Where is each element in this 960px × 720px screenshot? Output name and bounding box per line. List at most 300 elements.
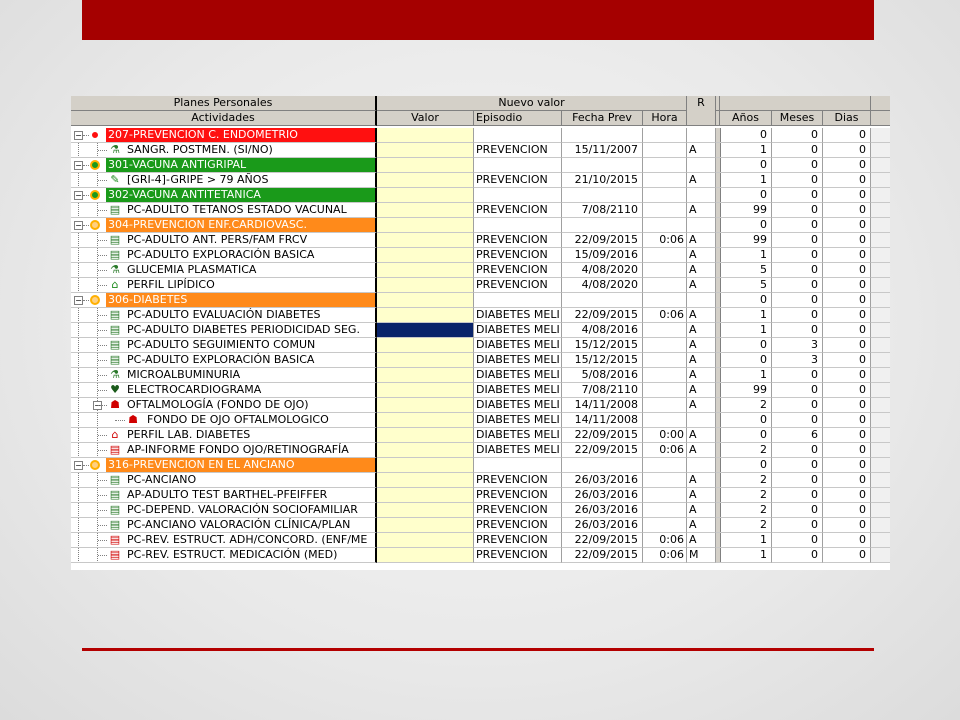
anos-cell: 1 — [720, 173, 772, 188]
activity-cell[interactable] — [71, 233, 377, 248]
tree-connector — [83, 165, 89, 166]
activity-row[interactable] — [71, 533, 890, 548]
anos-cell: 99 — [720, 233, 772, 248]
tree-node — [71, 188, 377, 203]
activity-cell[interactable] — [71, 218, 377, 233]
meses-cell: 0 — [772, 308, 823, 323]
scroll-gutter — [871, 503, 890, 518]
dias-cell: 0 — [823, 503, 871, 518]
episodio-cell: DIABETES MELI — [474, 383, 562, 398]
header-nuevo-valor[interactable]: Nuevo valor — [377, 96, 687, 111]
plan-group-row[interactable] — [71, 188, 890, 203]
column-header-anos[interactable]: Años — [720, 111, 772, 126]
anos-cell: 0 — [720, 413, 772, 428]
valor-input-cell[interactable] — [377, 158, 474, 173]
collapse-toggle-icon[interactable]: − — [75, 461, 82, 470]
activity-label: PC-ADULTO EVALUACIÓN DIABETES — [127, 308, 321, 321]
activity-label: PC-ADULTO ANT. PERS/FAM FRCV — [127, 233, 308, 246]
activity-cell[interactable] — [71, 203, 377, 218]
r-cell: A — [687, 248, 716, 263]
tree-connector — [78, 548, 79, 563]
activity-cell[interactable] — [71, 503, 377, 518]
column-header-actividades[interactable]: Actividades — [71, 111, 377, 126]
r-cell: A — [687, 488, 716, 503]
valor-input-cell[interactable] — [377, 383, 474, 398]
form-icon: ▤ — [109, 473, 121, 486]
activity-cell[interactable] — [71, 413, 377, 428]
r-cell: A — [687, 443, 716, 458]
anos-cell: 0 — [720, 128, 772, 143]
target-icon — [90, 460, 100, 470]
dias-cell: 0 — [823, 143, 871, 158]
r-cell — [687, 158, 716, 173]
tree-connector — [78, 533, 79, 548]
valor-input-cell[interactable] — [377, 218, 474, 233]
hora-cell — [643, 368, 687, 383]
episodio-cell: DIABETES MELI — [474, 443, 562, 458]
tree-node — [71, 548, 377, 563]
target-icon — [90, 220, 100, 230]
episodio-cell: DIABETES MELI — [474, 323, 562, 338]
r-cell: A — [687, 503, 716, 518]
tree-node — [71, 518, 377, 533]
activity-cell[interactable] — [71, 248, 377, 263]
fecha-prev-cell: 15/11/2007 — [562, 143, 643, 158]
scroll-gutter — [871, 173, 890, 188]
scroll-gutter — [871, 383, 890, 398]
tree-connector — [98, 450, 107, 451]
activity-cell[interactable] — [71, 323, 377, 338]
form-icon: ▤ — [109, 338, 121, 351]
tree-connector — [83, 300, 89, 301]
activity-cell[interactable] — [71, 308, 377, 323]
tree-connector — [83, 225, 89, 226]
tree-node — [71, 353, 377, 368]
tree-connector — [98, 315, 107, 316]
valor-input-cell[interactable] — [377, 308, 474, 323]
valor-input-cell[interactable] — [377, 293, 474, 308]
valor-input-cell-selected[interactable] — [377, 323, 474, 338]
people-icon: ☗ — [110, 398, 120, 411]
tree-node — [71, 143, 377, 158]
collapse-toggle-icon[interactable]: − — [75, 131, 82, 140]
dias-cell: 0 — [823, 128, 871, 143]
activity-cell[interactable] — [71, 128, 377, 143]
tree-connector — [98, 510, 107, 511]
plan-group-label: 207-PREVENCION C. ENDOMETRIO — [106, 128, 377, 143]
activity-row[interactable] — [71, 503, 890, 518]
plan-group-row[interactable] — [71, 128, 890, 143]
r-cell: A — [687, 278, 716, 293]
hora-cell: 0:06 — [643, 548, 687, 563]
anos-cell: 99 — [720, 383, 772, 398]
tree-connector — [98, 285, 107, 286]
scroll-gutter — [871, 263, 890, 278]
header-row-columns — [71, 111, 890, 126]
tree-connector — [98, 390, 107, 391]
activity-row[interactable] — [71, 353, 890, 368]
dias-cell: 0 — [823, 458, 871, 473]
plan-group-row[interactable] — [71, 458, 890, 473]
tree-connector — [98, 240, 107, 241]
dias-cell: 0 — [823, 443, 871, 458]
dias-cell: 0 — [823, 518, 871, 533]
valor-input-cell[interactable] — [377, 203, 474, 218]
activity-label: PC-ADULTO TETANOS ESTADO VACUNAL — [127, 203, 347, 216]
valor-input-cell[interactable] — [377, 443, 474, 458]
valor-input-cell[interactable] — [377, 128, 474, 143]
fecha-prev-cell: 7/08/2110 — [562, 203, 643, 218]
tree-connector — [98, 330, 107, 331]
hora-cell — [643, 353, 687, 368]
activity-row[interactable] — [71, 203, 890, 218]
activity-row[interactable] — [71, 338, 890, 353]
valor-input-cell[interactable] — [377, 173, 474, 188]
column-header-meses[interactable]: Meses — [772, 111, 823, 126]
column-header-dias[interactable]: Dias — [823, 111, 871, 126]
flask-icon: ⚗ — [110, 263, 120, 276]
meses-cell: 0 — [772, 248, 823, 263]
hora-cell — [643, 128, 687, 143]
hora-cell — [643, 458, 687, 473]
valor-input-cell[interactable] — [377, 458, 474, 473]
activity-label: PC-ADULTO EXPLORACIÓN BASICA — [127, 353, 315, 366]
activity-cell[interactable] — [71, 458, 377, 473]
activity-row[interactable] — [71, 518, 890, 533]
r-cell: A — [687, 308, 716, 323]
valor-input-cell[interactable] — [377, 233, 474, 248]
activity-cell[interactable] — [71, 143, 377, 158]
dias-cell: 0 — [823, 173, 871, 188]
fecha-prev-cell: 21/10/2015 — [562, 173, 643, 188]
hora-cell — [643, 188, 687, 203]
tree-node — [71, 173, 377, 188]
episodio-cell: PREVENCION — [474, 533, 562, 548]
scroll-gutter — [871, 533, 890, 548]
plan-group-row[interactable] — [71, 218, 890, 233]
valor-input-cell[interactable] — [377, 353, 474, 368]
r-cell — [687, 413, 716, 428]
column-header-valor[interactable]: Valor — [377, 111, 474, 126]
tree-connector — [98, 345, 107, 346]
dias-cell: 0 — [823, 158, 871, 173]
meses-cell: 0 — [772, 233, 823, 248]
collapse-toggle-icon[interactable]: − — [75, 161, 82, 170]
tree-node — [71, 443, 377, 458]
activity-cell[interactable] — [71, 488, 377, 503]
anos-cell: 5 — [720, 263, 772, 278]
collapse-toggle-icon[interactable]: − — [75, 296, 82, 305]
activity-label: PC-DEPEND. VALORACIÓN SOCIOFAMILIAR — [127, 503, 358, 516]
activity-label: AP-INFORME FONDO OJO/RETINOGRAFÍA — [127, 443, 349, 456]
tree-connector — [98, 480, 107, 481]
target-icon — [90, 190, 100, 200]
activity-cell[interactable] — [71, 398, 377, 413]
valor-input-cell[interactable] — [377, 503, 474, 518]
episodio-cell: DIABETES MELI — [474, 368, 562, 383]
tree-connector — [98, 360, 107, 361]
activity-row[interactable] — [71, 308, 890, 323]
valor-input-cell[interactable] — [377, 263, 474, 278]
fecha-prev-cell: 22/09/2015 — [562, 548, 643, 563]
activity-cell[interactable] — [71, 548, 377, 563]
activity-cell[interactable] — [71, 428, 377, 443]
dias-cell: 0 — [823, 353, 871, 368]
valor-input-cell[interactable] — [377, 518, 474, 533]
form-icon: ▤ — [109, 233, 121, 246]
valor-input-cell[interactable] — [377, 428, 474, 443]
activity-row[interactable] — [71, 383, 890, 398]
r-cell: A — [687, 233, 716, 248]
scroll-gutter — [871, 473, 890, 488]
ecg-icon: ♥ — [110, 383, 120, 396]
activity-cell[interactable] — [71, 278, 377, 293]
collapse-toggle-icon[interactable]: − — [75, 221, 82, 230]
r-cell: A — [687, 518, 716, 533]
form-icon: ▤ — [109, 353, 121, 366]
tree-connector — [78, 248, 79, 263]
activity-cell[interactable] — [71, 188, 377, 203]
episodio-cell: PREVENCION — [474, 173, 562, 188]
collapse-toggle-icon[interactable]: − — [75, 191, 82, 200]
activity-label: PC-REV. ESTRUCT. MEDICACIÓN (MED) — [127, 548, 338, 561]
activity-row[interactable] — [71, 428, 890, 443]
tree-connector — [78, 383, 79, 398]
activity-row[interactable] — [71, 278, 890, 293]
activity-row[interactable] — [71, 488, 890, 503]
scroll-gutter — [871, 308, 890, 323]
header-row-groups — [71, 96, 890, 111]
fecha-prev-cell: 22/09/2015 — [562, 533, 643, 548]
r-cell: A — [687, 353, 716, 368]
form-red-icon: ▤ — [109, 443, 121, 456]
dias-cell: 0 — [823, 293, 871, 308]
meses-cell: 0 — [772, 383, 823, 398]
hora-cell — [643, 293, 687, 308]
activity-label: GLUCEMIA PLASMATICA — [127, 263, 257, 276]
episodio-cell — [474, 458, 562, 473]
activity-label: SANGR. POSTMEN. (SI/NO) — [127, 143, 273, 156]
plan-group-label: 301-VACUNA ANTIGRIPAL — [106, 158, 377, 173]
dias-cell: 0 — [823, 233, 871, 248]
anos-cell: 2 — [720, 503, 772, 518]
column-header-fecha-prev[interactable]: Fecha Prev — [562, 111, 643, 126]
planes-personales-grid[interactable] — [71, 96, 890, 570]
dias-cell: 0 — [823, 308, 871, 323]
hora-cell: 0:00 — [643, 428, 687, 443]
plan-group-row[interactable] — [71, 158, 890, 173]
tree-connector — [78, 413, 79, 428]
r-cell: A — [687, 323, 716, 338]
activity-cell[interactable] — [71, 368, 377, 383]
episodio-cell: DIABETES MELI — [474, 338, 562, 353]
target-icon — [90, 130, 100, 140]
valor-input-cell[interactable] — [377, 248, 474, 263]
valor-input-cell[interactable] — [377, 338, 474, 353]
flask-icon: ⚗ — [110, 368, 120, 381]
activity-cell[interactable] — [71, 263, 377, 278]
anos-cell: 1 — [720, 323, 772, 338]
hora-cell — [643, 143, 687, 158]
header-r[interactable]: R — [687, 96, 716, 126]
dias-cell: 0 — [823, 263, 871, 278]
anos-cell: 0 — [720, 428, 772, 443]
fecha-prev-cell: 4/08/2020 — [562, 263, 643, 278]
meses-cell: 0 — [772, 473, 823, 488]
valor-input-cell[interactable] — [377, 488, 474, 503]
tree-node — [71, 218, 377, 233]
activity-cell[interactable] — [71, 338, 377, 353]
valor-input-cell[interactable] — [377, 473, 474, 488]
activity-cell[interactable] — [71, 443, 377, 458]
column-header-episodio[interactable]: Episodio — [474, 111, 562, 126]
syringe-icon: ✎ — [110, 173, 120, 186]
plan-group-label: 306-DIABETES — [106, 293, 377, 308]
r-cell — [687, 458, 716, 473]
tree-node — [71, 128, 377, 143]
tree-node — [71, 158, 377, 173]
activity-cell[interactable] — [71, 353, 377, 368]
tree-connector — [98, 210, 107, 211]
tree-node — [71, 278, 377, 293]
activity-cell[interactable] — [71, 518, 377, 533]
tree-connector — [78, 203, 79, 218]
activity-row[interactable] — [71, 263, 890, 278]
activity-label: MICROALBUMINURIA — [127, 368, 241, 381]
tree-connector — [78, 443, 79, 458]
flask-icon: ⚗ — [110, 143, 120, 156]
activity-row[interactable] — [71, 248, 890, 263]
header-periodicidad — [720, 96, 871, 111]
activity-cell[interactable] — [71, 158, 377, 173]
episodio-cell: PREVENCION — [474, 203, 562, 218]
anos-cell: 0 — [720, 293, 772, 308]
r-cell: A — [687, 398, 716, 413]
tree-connector — [78, 353, 79, 368]
episodio-cell — [474, 128, 562, 143]
title-banner — [82, 0, 874, 40]
hora-cell: 0:06 — [643, 443, 687, 458]
fecha-prev-cell — [562, 458, 643, 473]
plan-group-label: 302-VACUNA ANTITETANICA — [106, 188, 377, 203]
episodio-cell: PREVENCION — [474, 233, 562, 248]
scroll-gutter — [871, 368, 890, 383]
valor-input-cell[interactable] — [377, 398, 474, 413]
tree-connector — [98, 435, 107, 436]
activity-row[interactable] — [71, 473, 890, 488]
activity-row[interactable] — [71, 368, 890, 383]
tree-connector — [78, 233, 79, 248]
meses-cell: 0 — [772, 218, 823, 233]
meses-cell: 0 — [772, 143, 823, 158]
dias-cell: 0 — [823, 548, 871, 563]
activity-label: PERFIL LAB. DIABETES — [127, 428, 251, 441]
r-cell: A — [687, 173, 716, 188]
anos-cell: 2 — [720, 443, 772, 458]
anos-cell: 0 — [720, 458, 772, 473]
tree-node — [71, 308, 377, 323]
hora-cell — [643, 278, 687, 293]
tree-connector — [83, 465, 89, 466]
episodio-cell: DIABETES MELI — [474, 308, 562, 323]
r-cell: A — [687, 368, 716, 383]
anos-cell: 1 — [720, 533, 772, 548]
hora-cell: 0:06 — [643, 233, 687, 248]
fecha-prev-cell: 26/03/2016 — [562, 503, 643, 518]
valor-input-cell[interactable] — [377, 548, 474, 563]
activity-row[interactable] — [71, 233, 890, 248]
r-cell: A — [687, 263, 716, 278]
meses-cell: 0 — [772, 128, 823, 143]
tree-connector — [78, 278, 79, 293]
hora-cell — [643, 248, 687, 263]
r-cell: A — [687, 473, 716, 488]
tree-connector — [98, 375, 107, 376]
activity-row[interactable] — [71, 443, 890, 458]
activity-cell[interactable] — [71, 293, 377, 308]
activity-cell[interactable] — [71, 383, 377, 398]
activity-row[interactable] — [71, 413, 890, 428]
r-cell — [687, 293, 716, 308]
r-cell: A — [687, 383, 716, 398]
r-cell: A — [687, 203, 716, 218]
meses-cell: 0 — [772, 503, 823, 518]
dias-cell: 0 — [823, 413, 871, 428]
valor-input-cell[interactable] — [377, 188, 474, 203]
tree-node — [71, 248, 377, 263]
header-planes-personales[interactable]: Planes Personales — [71, 96, 377, 111]
activity-row[interactable] — [71, 143, 890, 158]
valor-input-cell[interactable] — [377, 413, 474, 428]
hora-cell — [643, 338, 687, 353]
form-icon: ▤ — [109, 503, 121, 516]
episodio-cell: DIABETES MELI — [474, 398, 562, 413]
meses-cell: 0 — [772, 203, 823, 218]
meses-cell: 0 — [772, 413, 823, 428]
activity-cell[interactable] — [71, 173, 377, 188]
valor-input-cell[interactable] — [377, 143, 474, 158]
form-red-icon: ▤ — [109, 548, 121, 561]
activity-row[interactable] — [71, 323, 890, 338]
hora-cell: 0:06 — [643, 533, 687, 548]
collapse-toggle-icon[interactable]: − — [94, 401, 101, 410]
scroll-gutter — [871, 443, 890, 458]
activity-cell[interactable] — [71, 533, 377, 548]
activity-cell[interactable] — [71, 473, 377, 488]
activity-label: PC-REV. ESTRUCT. ADH/CONCORD. (ENF/ME — [127, 533, 368, 546]
dias-cell: 0 — [823, 368, 871, 383]
dias-cell: 0 — [823, 383, 871, 398]
fecha-prev-cell: 7/08/2110 — [562, 383, 643, 398]
valor-input-cell[interactable] — [377, 368, 474, 383]
plan-group-row[interactable] — [71, 293, 890, 308]
tree-connector — [78, 323, 79, 338]
episodio-cell: DIABETES MELI — [474, 413, 562, 428]
tree-connector — [98, 150, 107, 151]
valor-input-cell[interactable] — [377, 278, 474, 293]
valor-input-cell[interactable] — [377, 533, 474, 548]
hora-cell — [643, 263, 687, 278]
activity-label: PC-ANCIANO — [127, 473, 197, 486]
episodio-cell: PREVENCION — [474, 473, 562, 488]
activity-row[interactable] — [71, 173, 890, 188]
tree-connector — [78, 263, 79, 278]
column-header-hora[interactable]: Hora — [643, 111, 687, 126]
activity-row[interactable] — [71, 548, 890, 563]
episodio-cell: PREVENCION — [474, 518, 562, 533]
activity-row[interactable] — [71, 398, 890, 413]
tree-node — [71, 488, 377, 503]
